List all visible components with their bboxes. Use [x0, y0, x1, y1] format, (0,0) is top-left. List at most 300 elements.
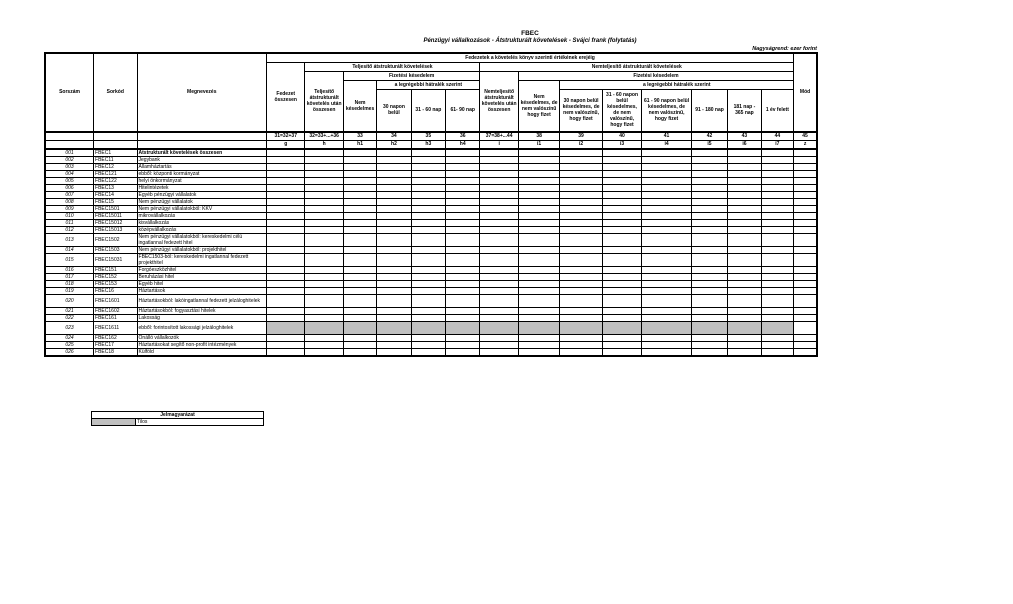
- value-cell[interactable]: [343, 314, 376, 321]
- value-cell[interactable]: [267, 226, 305, 233]
- value-cell[interactable]: [480, 334, 518, 341]
- value-cell[interactable]: [691, 341, 727, 348]
- value-cell[interactable]: [728, 219, 761, 226]
- value-cell[interactable]: [518, 219, 559, 226]
- value-cell[interactable]: [377, 212, 411, 219]
- value-cell[interactable]: [343, 198, 376, 205]
- value-cell[interactable]: [691, 273, 727, 280]
- value-cell[interactable]: [642, 191, 692, 198]
- value-cell[interactable]: [480, 280, 518, 287]
- value-cell[interactable]: [446, 170, 480, 177]
- value-cell[interactable]: [642, 266, 692, 273]
- value-cell[interactable]: [446, 307, 480, 314]
- value-cell[interactable]: [518, 170, 559, 177]
- value-cell[interactable]: [411, 341, 445, 348]
- value-cell[interactable]: [446, 266, 480, 273]
- value-cell[interactable]: [377, 246, 411, 253]
- value-cell[interactable]: [560, 246, 602, 253]
- value-cell[interactable]: [728, 307, 761, 314]
- value-cell[interactable]: [642, 170, 692, 177]
- value-cell[interactable]: [305, 198, 343, 205]
- value-cell[interactable]: [480, 273, 518, 280]
- value-cell[interactable]: [446, 341, 480, 348]
- value-cell[interactable]: [411, 156, 445, 163]
- value-cell[interactable]: [480, 294, 518, 307]
- value-cell[interactable]: [728, 170, 761, 177]
- value-cell[interactable]: [602, 163, 641, 170]
- value-cell[interactable]: [305, 156, 343, 163]
- value-cell[interactable]: [761, 198, 794, 205]
- value-cell[interactable]: [728, 198, 761, 205]
- value-cell[interactable]: [560, 348, 602, 356]
- value-cell[interactable]: [794, 219, 817, 226]
- value-cell[interactable]: [794, 246, 817, 253]
- value-cell[interactable]: [377, 314, 411, 321]
- value-cell[interactable]: [480, 184, 518, 191]
- value-cell[interactable]: [377, 287, 411, 294]
- value-cell[interactable]: [267, 184, 305, 191]
- value-cell[interactable]: [305, 334, 343, 341]
- value-cell[interactable]: [761, 170, 794, 177]
- value-cell[interactable]: [518, 156, 559, 163]
- value-cell[interactable]: [794, 287, 817, 294]
- value-cell[interactable]: [728, 334, 761, 341]
- value-cell[interactable]: [761, 253, 794, 266]
- value-cell[interactable]: [691, 307, 727, 314]
- value-cell[interactable]: [602, 198, 641, 205]
- value-cell[interactable]: [377, 341, 411, 348]
- value-cell[interactable]: [602, 177, 641, 184]
- value-cell[interactable]: [602, 246, 641, 253]
- value-cell[interactable]: [305, 246, 343, 253]
- value-cell[interactable]: [343, 280, 376, 287]
- value-cell[interactable]: [480, 219, 518, 226]
- value-cell[interactable]: [446, 198, 480, 205]
- value-cell[interactable]: [602, 212, 641, 219]
- value-cell[interactable]: [560, 280, 602, 287]
- value-cell[interactable]: [446, 191, 480, 198]
- value-cell[interactable]: [305, 184, 343, 191]
- value-cell[interactable]: [480, 341, 518, 348]
- value-cell[interactable]: [761, 219, 794, 226]
- value-cell[interactable]: [518, 191, 559, 198]
- value-cell[interactable]: [446, 294, 480, 307]
- value-cell[interactable]: [602, 287, 641, 294]
- value-cell[interactable]: [446, 287, 480, 294]
- value-cell[interactable]: [560, 219, 602, 226]
- value-cell[interactable]: [480, 307, 518, 314]
- value-cell[interactable]: [411, 163, 445, 170]
- value-cell[interactable]: [343, 253, 376, 266]
- value-cell[interactable]: [377, 191, 411, 198]
- value-cell[interactable]: [602, 334, 641, 341]
- value-cell[interactable]: [761, 205, 794, 212]
- value-cell[interactable]: [411, 314, 445, 321]
- value-cell[interactable]: [602, 273, 641, 280]
- value-cell[interactable]: [446, 163, 480, 170]
- value-cell[interactable]: [602, 266, 641, 273]
- value-cell[interactable]: [691, 253, 727, 266]
- value-cell[interactable]: [691, 219, 727, 226]
- value-cell[interactable]: [560, 341, 602, 348]
- value-cell[interactable]: [642, 184, 692, 191]
- value-cell[interactable]: [518, 246, 559, 253]
- value-cell[interactable]: [560, 205, 602, 212]
- value-cell[interactable]: [761, 273, 794, 280]
- value-cell[interactable]: [691, 170, 727, 177]
- value-cell[interactable]: [642, 219, 692, 226]
- value-cell[interactable]: [518, 233, 559, 246]
- value-cell[interactable]: [642, 334, 692, 341]
- value-cell[interactable]: [602, 191, 641, 198]
- value-cell[interactable]: [602, 219, 641, 226]
- value-cell[interactable]: [642, 314, 692, 321]
- value-cell[interactable]: [411, 226, 445, 233]
- value-cell[interactable]: [480, 163, 518, 170]
- value-cell[interactable]: [343, 246, 376, 253]
- value-cell[interactable]: [794, 334, 817, 341]
- value-cell[interactable]: [691, 205, 727, 212]
- value-cell[interactable]: [411, 170, 445, 177]
- value-cell[interactable]: [602, 233, 641, 246]
- value-cell[interactable]: [305, 170, 343, 177]
- value-cell[interactable]: [602, 280, 641, 287]
- value-cell[interactable]: [560, 177, 602, 184]
- value-cell[interactable]: [602, 307, 641, 314]
- value-cell[interactable]: [761, 287, 794, 294]
- value-cell[interactable]: [761, 348, 794, 356]
- value-cell[interactable]: [560, 294, 602, 307]
- value-cell[interactable]: [411, 191, 445, 198]
- value-cell[interactable]: [794, 266, 817, 273]
- value-cell[interactable]: [560, 266, 602, 273]
- value-cell[interactable]: [518, 226, 559, 233]
- value-cell[interactable]: [518, 314, 559, 321]
- value-cell[interactable]: [518, 177, 559, 184]
- value-cell[interactable]: [794, 191, 817, 198]
- value-cell[interactable]: [691, 184, 727, 191]
- value-cell[interactable]: [411, 233, 445, 246]
- value-cell[interactable]: [794, 348, 817, 356]
- value-cell[interactable]: [267, 170, 305, 177]
- value-cell[interactable]: [642, 198, 692, 205]
- value-cell[interactable]: [343, 212, 376, 219]
- value-cell[interactable]: [446, 177, 480, 184]
- value-cell[interactable]: [794, 253, 817, 266]
- value-cell[interactable]: [518, 273, 559, 280]
- value-cell[interactable]: [377, 280, 411, 287]
- value-cell[interactable]: [411, 266, 445, 273]
- value-cell[interactable]: [761, 226, 794, 233]
- value-cell[interactable]: [794, 149, 817, 157]
- value-cell[interactable]: [267, 341, 305, 348]
- value-cell[interactable]: [642, 177, 692, 184]
- value-cell[interactable]: [305, 191, 343, 198]
- value-cell[interactable]: [305, 307, 343, 314]
- value-cell[interactable]: [343, 334, 376, 341]
- value-cell[interactable]: [480, 198, 518, 205]
- value-cell[interactable]: [518, 184, 559, 191]
- value-cell[interactable]: [305, 219, 343, 226]
- value-cell[interactable]: [761, 334, 794, 341]
- value-cell[interactable]: [642, 273, 692, 280]
- value-cell[interactable]: [518, 149, 559, 157]
- value-cell[interactable]: [761, 294, 794, 307]
- value-cell[interactable]: [267, 334, 305, 341]
- value-cell[interactable]: [642, 287, 692, 294]
- value-cell[interactable]: [480, 205, 518, 212]
- value-cell[interactable]: [480, 246, 518, 253]
- value-cell[interactable]: [794, 212, 817, 219]
- value-cell[interactable]: [560, 287, 602, 294]
- value-cell[interactable]: [794, 321, 817, 334]
- value-cell[interactable]: [560, 184, 602, 191]
- value-cell[interactable]: [518, 348, 559, 356]
- value-cell[interactable]: [691, 246, 727, 253]
- value-cell[interactable]: [411, 280, 445, 287]
- value-cell[interactable]: [691, 149, 727, 157]
- value-cell[interactable]: [602, 156, 641, 163]
- value-cell[interactable]: [377, 226, 411, 233]
- value-cell[interactable]: [691, 280, 727, 287]
- value-cell[interactable]: [560, 170, 602, 177]
- value-cell[interactable]: [642, 163, 692, 170]
- value-cell[interactable]: [480, 156, 518, 163]
- value-cell[interactable]: [446, 226, 480, 233]
- value-cell[interactable]: [518, 266, 559, 273]
- value-cell[interactable]: [728, 314, 761, 321]
- value-cell[interactable]: [343, 294, 376, 307]
- value-cell[interactable]: [761, 156, 794, 163]
- value-cell[interactable]: [377, 219, 411, 226]
- value-cell[interactable]: [305, 177, 343, 184]
- value-cell[interactable]: [691, 334, 727, 341]
- value-cell[interactable]: [267, 348, 305, 356]
- value-cell[interactable]: [602, 205, 641, 212]
- value-cell[interactable]: [518, 212, 559, 219]
- value-cell[interactable]: [411, 149, 445, 157]
- value-cell[interactable]: [343, 226, 376, 233]
- value-cell[interactable]: [305, 314, 343, 321]
- value-cell[interactable]: [794, 156, 817, 163]
- value-cell[interactable]: [446, 212, 480, 219]
- value-cell[interactable]: [691, 163, 727, 170]
- value-cell[interactable]: [411, 253, 445, 266]
- value-cell[interactable]: [728, 280, 761, 287]
- value-cell[interactable]: [728, 184, 761, 191]
- value-cell[interactable]: [446, 156, 480, 163]
- value-cell[interactable]: [761, 307, 794, 314]
- value-cell[interactable]: [761, 246, 794, 253]
- value-cell[interactable]: [518, 253, 559, 266]
- value-cell[interactable]: [343, 184, 376, 191]
- value-cell[interactable]: [377, 294, 411, 307]
- value-cell[interactable]: [728, 205, 761, 212]
- value-cell[interactable]: [728, 177, 761, 184]
- value-cell[interactable]: [267, 198, 305, 205]
- value-cell[interactable]: [728, 266, 761, 273]
- value-cell[interactable]: [446, 334, 480, 341]
- value-cell[interactable]: [602, 226, 641, 233]
- value-cell[interactable]: [267, 191, 305, 198]
- value-cell[interactable]: [642, 280, 692, 287]
- value-cell[interactable]: [480, 348, 518, 356]
- value-cell[interactable]: [446, 253, 480, 266]
- value-cell[interactable]: [267, 177, 305, 184]
- value-cell[interactable]: [446, 280, 480, 287]
- value-cell[interactable]: [446, 149, 480, 157]
- value-cell[interactable]: [446, 348, 480, 356]
- value-cell[interactable]: [343, 287, 376, 294]
- value-cell[interactable]: [377, 149, 411, 157]
- value-cell[interactable]: [305, 273, 343, 280]
- value-cell[interactable]: [267, 273, 305, 280]
- value-cell[interactable]: [761, 177, 794, 184]
- value-cell[interactable]: [642, 253, 692, 266]
- value-cell[interactable]: [377, 177, 411, 184]
- value-cell[interactable]: [305, 266, 343, 273]
- value-cell[interactable]: [642, 341, 692, 348]
- value-cell[interactable]: [602, 170, 641, 177]
- value-cell[interactable]: [642, 205, 692, 212]
- value-cell[interactable]: [411, 205, 445, 212]
- value-cell[interactable]: [518, 163, 559, 170]
- value-cell[interactable]: [377, 348, 411, 356]
- value-cell[interactable]: [602, 149, 641, 157]
- value-cell[interactable]: [560, 212, 602, 219]
- value-cell[interactable]: [728, 233, 761, 246]
- value-cell[interactable]: [602, 294, 641, 307]
- value-cell[interactable]: [560, 191, 602, 198]
- value-cell[interactable]: [267, 246, 305, 253]
- value-cell[interactable]: [305, 149, 343, 157]
- value-cell[interactable]: [518, 198, 559, 205]
- value-cell[interactable]: [728, 156, 761, 163]
- value-cell[interactable]: [560, 314, 602, 321]
- value-cell[interactable]: [267, 314, 305, 321]
- value-cell[interactable]: [794, 177, 817, 184]
- value-cell[interactable]: [343, 219, 376, 226]
- value-cell[interactable]: [560, 307, 602, 314]
- value-cell[interactable]: [560, 273, 602, 280]
- value-cell[interactable]: [761, 163, 794, 170]
- value-cell[interactable]: [518, 294, 559, 307]
- value-cell[interactable]: [411, 177, 445, 184]
- value-cell[interactable]: [761, 280, 794, 287]
- value-cell[interactable]: [728, 226, 761, 233]
- value-cell[interactable]: [446, 246, 480, 253]
- value-cell[interactable]: [377, 307, 411, 314]
- value-cell[interactable]: [518, 287, 559, 294]
- value-cell[interactable]: [480, 226, 518, 233]
- value-cell[interactable]: [691, 212, 727, 219]
- value-cell[interactable]: [728, 191, 761, 198]
- value-cell[interactable]: [267, 307, 305, 314]
- value-cell[interactable]: [691, 314, 727, 321]
- value-cell[interactable]: [446, 314, 480, 321]
- value-cell[interactable]: [411, 212, 445, 219]
- value-cell[interactable]: [691, 226, 727, 233]
- value-cell[interactable]: [446, 273, 480, 280]
- value-cell[interactable]: [761, 212, 794, 219]
- value-cell[interactable]: [377, 253, 411, 266]
- value-cell[interactable]: [411, 184, 445, 191]
- value-cell[interactable]: [480, 314, 518, 321]
- value-cell[interactable]: [691, 348, 727, 356]
- value-cell[interactable]: [267, 280, 305, 287]
- value-cell[interactable]: [343, 177, 376, 184]
- value-cell[interactable]: [761, 149, 794, 157]
- value-cell[interactable]: [377, 205, 411, 212]
- value-cell[interactable]: [602, 253, 641, 266]
- value-cell[interactable]: [343, 273, 376, 280]
- value-cell[interactable]: [602, 184, 641, 191]
- value-cell[interactable]: [411, 287, 445, 294]
- value-cell[interactable]: [761, 191, 794, 198]
- value-cell[interactable]: [411, 294, 445, 307]
- value-cell[interactable]: [343, 233, 376, 246]
- value-cell[interactable]: [642, 307, 692, 314]
- value-cell[interactable]: [267, 294, 305, 307]
- value-cell[interactable]: [305, 280, 343, 287]
- value-cell[interactable]: [794, 307, 817, 314]
- value-cell[interactable]: [267, 266, 305, 273]
- value-cell[interactable]: [480, 266, 518, 273]
- value-cell[interactable]: [794, 184, 817, 191]
- value-cell[interactable]: [728, 253, 761, 266]
- value-cell[interactable]: [267, 287, 305, 294]
- value-cell[interactable]: [728, 149, 761, 157]
- value-cell[interactable]: [560, 156, 602, 163]
- value-cell[interactable]: [480, 287, 518, 294]
- value-cell[interactable]: [480, 253, 518, 266]
- value-cell[interactable]: [305, 163, 343, 170]
- value-cell[interactable]: [480, 191, 518, 198]
- value-cell[interactable]: [446, 219, 480, 226]
- value-cell[interactable]: [794, 205, 817, 212]
- value-cell[interactable]: [377, 273, 411, 280]
- value-cell[interactable]: [794, 280, 817, 287]
- value-cell[interactable]: [761, 341, 794, 348]
- value-cell[interactable]: [343, 163, 376, 170]
- value-cell[interactable]: [794, 170, 817, 177]
- value-cell[interactable]: [377, 198, 411, 205]
- value-cell[interactable]: [728, 348, 761, 356]
- value-cell[interactable]: [411, 246, 445, 253]
- value-cell[interactable]: [305, 287, 343, 294]
- value-cell[interactable]: [267, 233, 305, 246]
- value-cell[interactable]: [560, 163, 602, 170]
- value-cell[interactable]: [411, 198, 445, 205]
- value-cell[interactable]: [560, 198, 602, 205]
- value-cell[interactable]: [794, 341, 817, 348]
- value-cell[interactable]: [691, 287, 727, 294]
- value-cell[interactable]: [267, 149, 305, 157]
- value-cell[interactable]: [446, 184, 480, 191]
- value-cell[interactable]: [728, 287, 761, 294]
- value-cell[interactable]: [411, 273, 445, 280]
- value-cell[interactable]: [377, 233, 411, 246]
- value-cell[interactable]: [794, 163, 817, 170]
- value-cell[interactable]: [761, 314, 794, 321]
- value-cell[interactable]: [691, 294, 727, 307]
- value-cell[interactable]: [728, 163, 761, 170]
- value-cell[interactable]: [377, 170, 411, 177]
- value-cell[interactable]: [305, 226, 343, 233]
- value-cell[interactable]: [560, 334, 602, 341]
- value-cell[interactable]: [305, 233, 343, 246]
- value-cell[interactable]: [691, 191, 727, 198]
